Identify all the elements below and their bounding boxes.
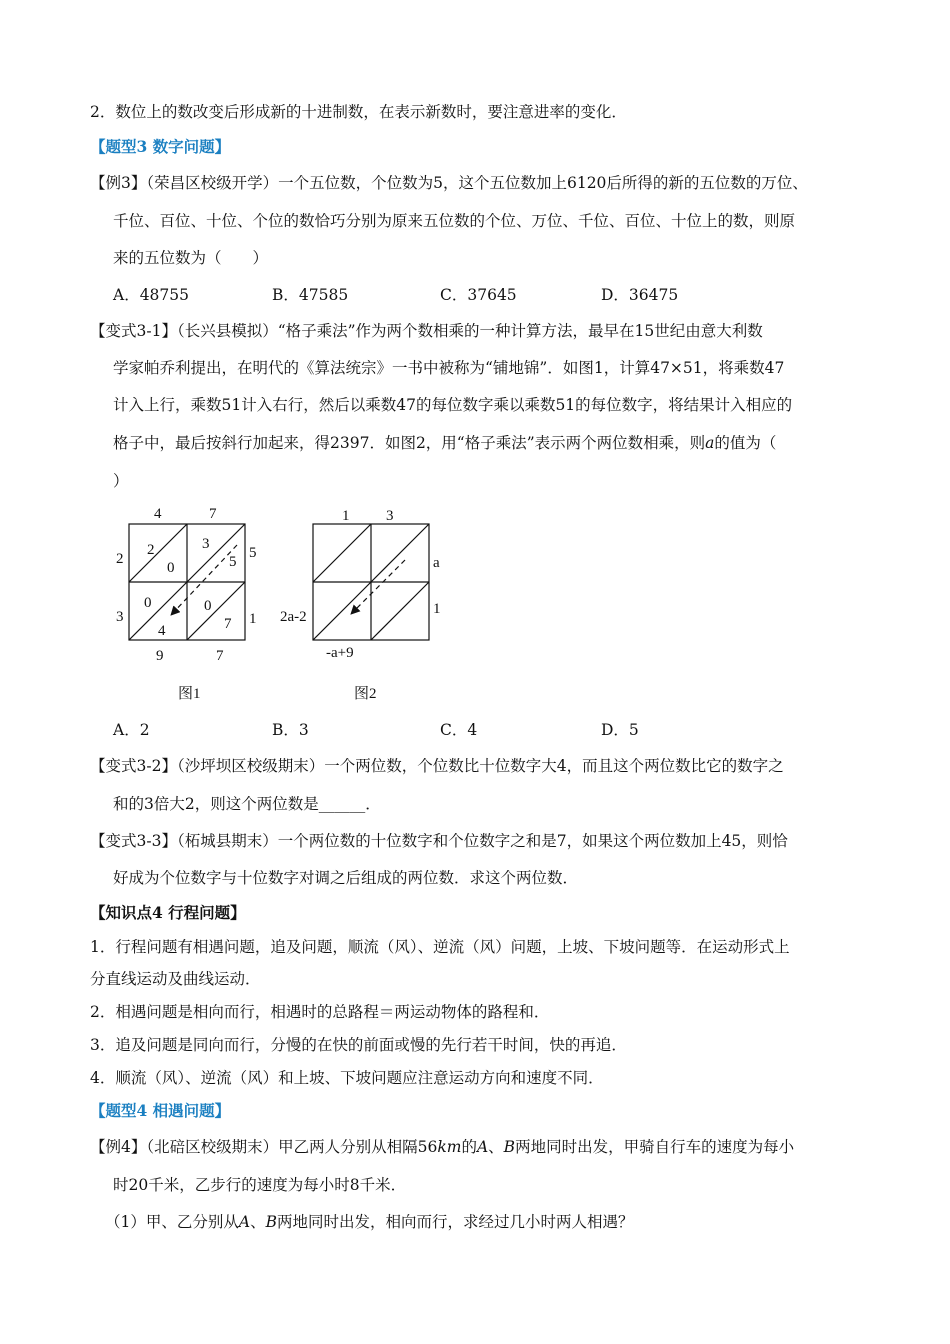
fig1-cell: 7 [224,616,232,632]
fig1-cell: 0 [204,598,212,614]
fig2-bottom: -a+9 [326,645,354,661]
point-a: A [238,1213,251,1231]
variable-a: a [705,434,715,452]
fig1-top-1: 4 [154,506,162,522]
option-d: D．36475 [601,286,679,304]
point-b: B [503,1138,516,1156]
section-heading-type3: 【题型3 数字问题】 [90,137,231,156]
example3-text: 【例3】（荣昌区校级开学）一个五位数，个位数为5，这个五位数加上6120后所得的新的五位数的万位、 [90,174,808,192]
option-a: A．48755 [113,286,190,304]
section-heading-type4: 【题型4 相遇问题】 [90,1101,231,1120]
option-d: D．5 [601,721,639,739]
point-b: B [265,1213,277,1231]
variant33-text: 好成为个位数字与十位数字对调之后组成的两位数．求这个两位数． [113,869,579,887]
variant31-text: 学家帕乔利提出，在明代的《算法统宗》一书中被称为“铺地锦”．如图1，计算47×51，将乘数47 [113,359,785,377]
figures-svg [112,500,472,710]
lattice-multiplication-figures [112,500,472,710]
fig2-right-1: a [433,555,440,571]
fig2-right-2: 1 [433,601,441,617]
fig1-bottom-1: 9 [156,648,164,664]
knowledge-point-text: 分直线运动及曲线运动． [90,970,261,988]
example4-text: 时20千米，乙步行的速度为每小时8千米． [113,1176,407,1194]
example4-subquestion [105,1211,634,1233]
fig1-cell: 2 [147,542,155,558]
fig1-left-1: 2 [116,551,124,567]
fig1-right-1: 5 [249,545,257,561]
variant31-text: 计入上行，乘数51计入右行，然后以乘数47的每位数字乘以乘数51的每位数字，将结果计入相应的 [113,396,793,414]
fig1-cell: 0 [144,595,152,611]
text-span: （1）甲、乙分别从 [105,1213,239,1231]
example3-text: 来的五位数为（ ） [113,249,269,267]
fig1-cell: 0 [167,560,175,576]
variant32-text: 【变式3-2】（沙坪坝区校级期末）一个两位数，个位数比十位数字大4，而且这个两位数比它的数字之 [90,757,784,775]
knowledge-point-text: 2．相遇问题是相向而行，相遇时的总路程＝两运动物体的路程和． [90,1003,550,1021]
option-b: B．3 [272,721,309,739]
fig1-cell: 3 [202,536,210,552]
fig1-left-2: 3 [116,609,124,625]
figure2-grid [313,524,429,640]
knowledge-point-text: 2．数位上的数改变后形成新的十进制数，在表示新数时，要注意进率的变化． [90,103,627,121]
point-a: A [476,1138,489,1156]
option-a: A．2 [113,721,150,739]
fig1-bottom-2: 7 [216,648,224,664]
knowledge-point-text: 3．追及问题是同向而行，分慢的在快的前面或慢的先行若干时间，快的再追． [90,1036,627,1054]
text-span: 的值为（ [714,434,777,452]
figure2-arrow [352,560,405,613]
variant31-text: ） [113,472,129,490]
example4-text [90,1136,794,1158]
text-span: 、 [250,1213,266,1231]
text-span: 的 [461,1138,477,1156]
text-span: 、 [488,1138,504,1156]
option-c: C．37645 [440,286,517,304]
text-span: 格子中，最后按斜行加起来，得2397．如图2，用“格子乘法”表示两个两位数相乘，则 [113,434,706,452]
fig2-left: 2a-2 [280,609,307,625]
variant33-text: 【变式3-3】（柘城县期末）一个两位数的十位数字和个位数字之和是7，如果这个两位数加上45，则恰 [90,832,788,850]
variant32-text: 和的3倍大2，则这个两位数是______． [113,795,381,813]
fig2-caption: 图2 [354,686,377,702]
text-span: 【例4】（北碚区校级期末）甲乙两人分别从相隔56 [90,1138,438,1156]
knowledge-point-heading: 【知识点4 行程问题】 [90,903,246,922]
example3-text: 千位、百位、十位、个位的数恰巧分别为原来五位数的个位、万位、千位、百位、十位上的数，则原 [113,212,796,230]
option-c: C．4 [440,721,478,739]
fig2-top-1: 1 [342,508,350,524]
variant31-text: 【变式3-1】（长兴县模拟）“格子乘法”作为两个数相乘的一种计算方法，最早在15世纪由意大利数 [90,322,763,340]
variant31-text [113,432,776,454]
fig1-cell: 5 [229,554,237,570]
fig1-cell: 4 [158,623,166,639]
fig1-right-2: 1 [249,611,257,627]
knowledge-point-text: 1．行程问题有相遇问题，追及问题，顺流（风）、逆流（风）问题，上坡、下坡问题等．在运动形式上 [90,938,790,956]
knowledge-point-text: 4．顺流（风）、逆流（风）和上坡、下坡问题应注意运动方向和速度不同． [90,1069,604,1087]
text-span: 两地同时出发，甲骑自行车的速度为每小 [515,1138,795,1156]
text-span: 两地同时出发，相向而行，求经过几小时两人相遇？ [276,1213,634,1231]
fig1-caption: 图1 [178,686,201,702]
fig2-top-2: 3 [386,508,394,524]
option-b: B．47585 [272,286,349,304]
fig1-top-2: 7 [209,506,217,522]
unit-km: km [437,1138,462,1156]
